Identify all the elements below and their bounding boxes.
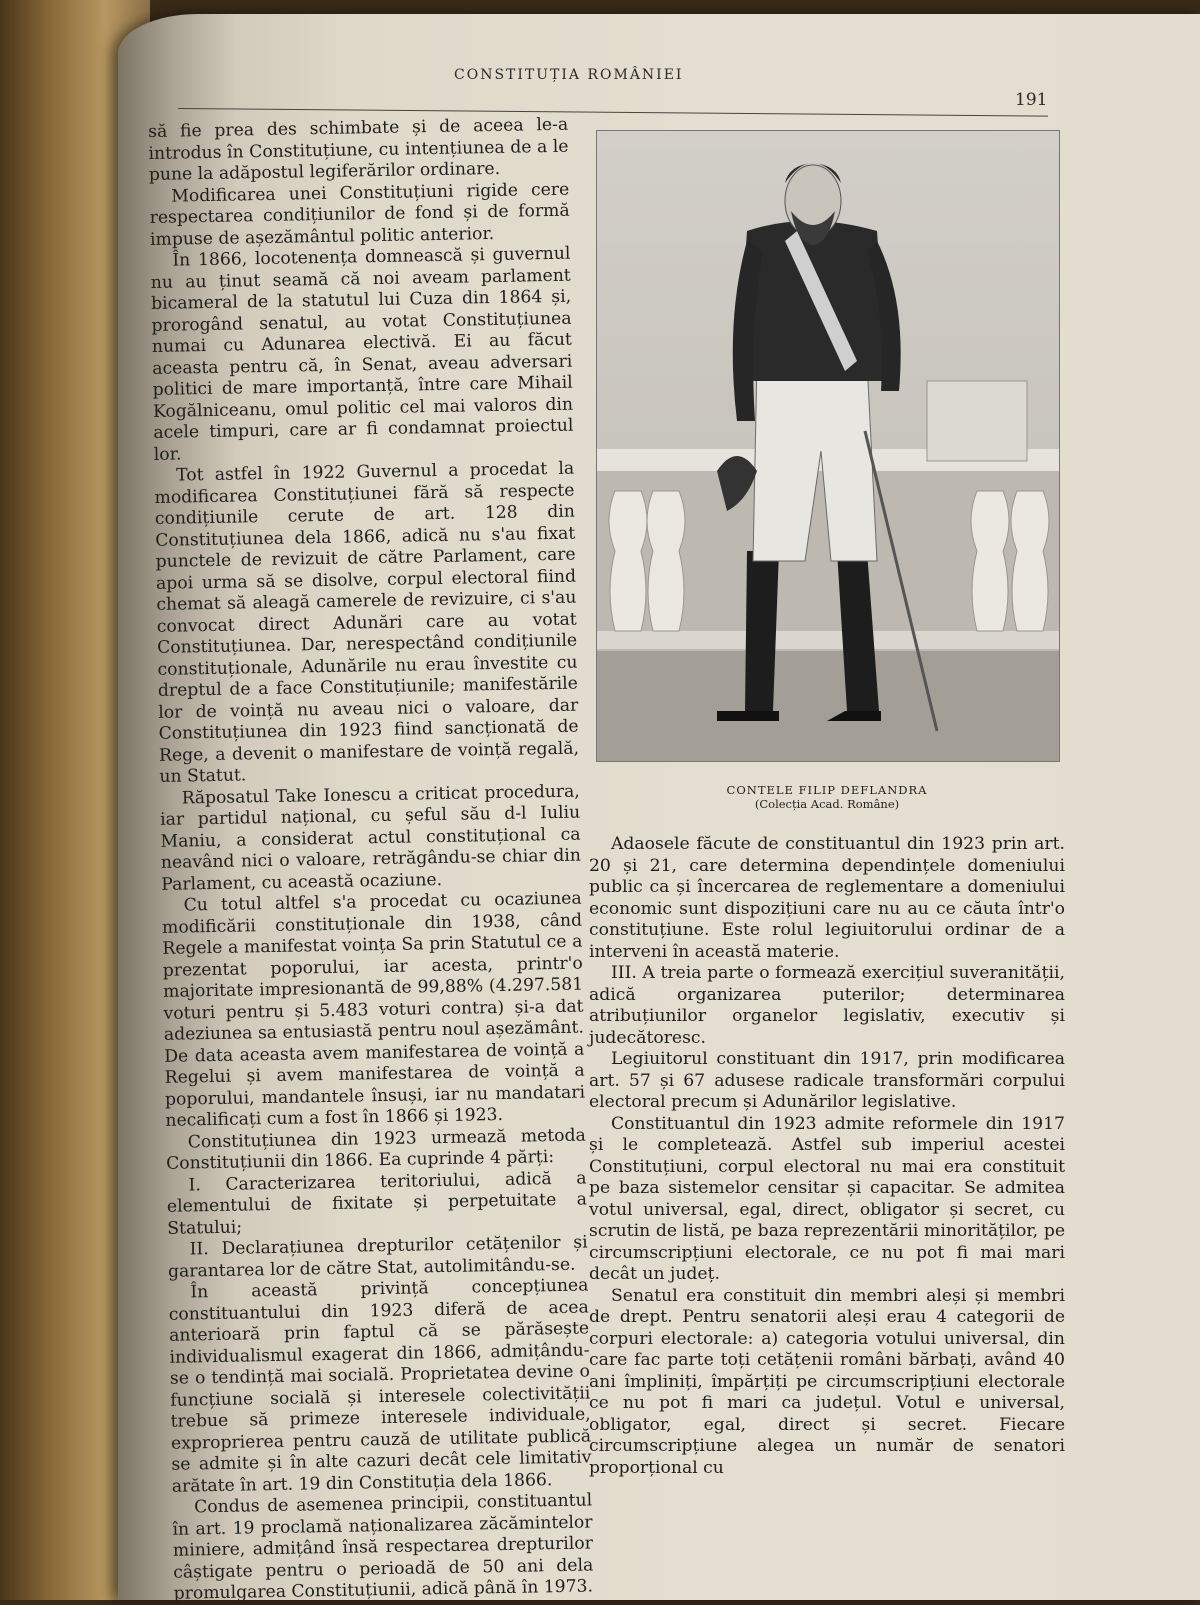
portrait-illustration — [597, 131, 1059, 761]
paragraph: Modificarea unei Constituțiuni rigide cere respectarea condițiunilor de fond și de formă impuse de așezământul politic anterior. — [149, 179, 570, 250]
paragraph: Cu totul altfel s'a procedat cu ocaziunea modificării constituționale din 1938, când Regele a manifestat voința Sa prin Statutul ce a prezentat poporului, iar acesta, printr'o majoritate impresionantă de 99,88% (4.297.581 voturi pentru și 5.483 voturi contra) și-a dat adeziunea sa entusiastă pentru noul așezământ. De data aceasta avem manifestarea de voință a Regelui și avem manifestarea de voință a poporului, mandantele însuși, iar nu mandatari necalificați cum a fost în 1866 și 1923. — [161, 888, 586, 1131]
paragraph: II. Declarațiunea drepturilor cetățenilor și garantarea lor de către Stat, autolimitându-se. — [167, 1232, 588, 1282]
left-text-column — [148, 115, 594, 1605]
paragraph: III. A treia parte o formează exercițiul suveranității, adică organizarea puterilor; determinarea atribuțiunilor organelor legislativ, executiv și judecătoresc. — [589, 963, 1065, 1048]
paragraph: Constituantul din 1923 admite reformele din 1917 și le completează. Astfel sub imperiul acestei Constituțiuni, corpul electoral nu mai era constituit pe baza sistemelor censitar și capacitar. Se admitea votul universal, egal, direct, obligator și secret, cu scrutin de listă, pe baza reprezentării minorităților, pe circumscripțiuni electorale, ce nu pot fi mai mari decât un județ. — [589, 1113, 1065, 1284]
right-text-column — [589, 834, 1065, 1479]
paragraph: Adaosele făcute de constituantul din 1923 prin art. 20 și 21, care determina dependințele domeniului public ca și încercarea de reglementare a domeniului economic sunt dispozițiuni care nu au ce căuta într'o constituțiune. Este rolul legiuitorului ordinar de a interveni în această materie. — [589, 834, 1065, 962]
paragraph: Constituțiunea din 1923 urmează metoda Constituțiunii din 1866. Ea cuprinde 4 părți: — [166, 1125, 586, 1174]
portrait-photo — [596, 130, 1060, 762]
paragraph: Legiuitorul constituant din 1917, prin modificarea art. 57 și 67 adusese radicale transformări corpului electoral precum și Adunărilor legislative. — [589, 1049, 1065, 1112]
caption-source: (Colecția Acad. Române) — [754, 797, 900, 811]
running-header: CONSTITUȚIA ROMÂNIEI — [454, 67, 684, 83]
paragraph: Tot astfel în 1922 Guvernul a procedat la modificarea Constituțiunei fără să respecte condițiunile cerute de art. 128 din Constituțiunea dela 1866, adică nu s'au fixat punctele de revizuit de către Parlament, care apoi urma să se disolve, corpul electoral fiind chemat să aleagă camerele de revizuire, ci s'au convocat direct Adunări care au votat Constituțiunea. Dar, nerespectând condițiunile constituționale, Adunările nu erau învestite cu dreptul de a face Constituțiunile; manifestările lor de voință nu aveau nici o valoare, dar Constituțiunea din 1923 fiind sancționată de Rege, a devenit o manifestare de voință regală, un Statut. — [154, 458, 580, 787]
paragraph: să fie prea des schimbate și de aceea le-a introdus în Constituțiune, cu intențiunea de a le pune la adăpostul legiferărilor ordinare. — [148, 114, 569, 185]
paragraph: În 1866, locotenența domnească și guvernul nu au ținut seamă că noi aveam parlament bicameral de la statutul lui Cuza din 1864 și, prorogând senatul, au votat Constituțiunea numai cu Adunarea electivă. Ei au făcut aceasta pentru că, în Senat, aveau adversari politici de mare importanță, între care Mihail Kogălniceanu, omul politic cel mai valoros din acele timpuri, care ar fi condamnat proiectul lor. — [150, 243, 574, 465]
caption-name: CONTELE FILIP DEFLANDRA — [726, 783, 928, 797]
paragraph: I. Caracterizarea teritoriului, adică a elementului de fixitate și perpetuitate a Statului; — [166, 1168, 588, 1239]
paragraph: Condus de asemenea principii, constituantul în art. 19 proclamă naționalizarea zăcămintelor miniere, admițând însă respectarea drepturilor câștigate pentru o perioadă de 50 ani dela promulgarea Constituțiunii, adică până în 1973. — [172, 1490, 594, 1604]
figure-caption — [596, 783, 1058, 811]
page-number: 191 — [1015, 90, 1048, 110]
paragraph: În această privință concepțiunea constituantului din 1923 diferă de acea anterioară prin faptul că se părăsește individualismul exagerat din 1866, admițându-se o tendință mai socială. Proprietatea devine o funcțiune socială și interesele colectivității trebue să primeze interesele individuale, exproprierea pentru cauză de utilitate publică se admite și în alte cazuri decât cele limitativ arătate în art. 19 din Constituția dela 1866. — [168, 1275, 592, 1497]
paragraph: Răposatul Take Ionescu a criticat procedura, iar partidul național, cu șeful său d-l Iuliu Maniu, a considerat actul constituțional ca neavând nici o valoare, retrăgându-se chiar din Parlament, cu această ocaziune. — [160, 781, 582, 895]
paragraph: Senatul era constituit din membri aleși și membri de drept. Pentru senatorii aleși erau 4 categorii de corpuri electorale: a) categoria votului universal, din care fac parte toți cetățenii români bărbați, având 40 ani împliniți, împărțiți pe circumscripțiuni electorale ce nu pot fi mari ca județul. Votul e universal, obligator, egal, direct și secret. Fiecare circumscripțiune alegea un număr de senatori proporțional cu — [589, 1285, 1065, 1478]
